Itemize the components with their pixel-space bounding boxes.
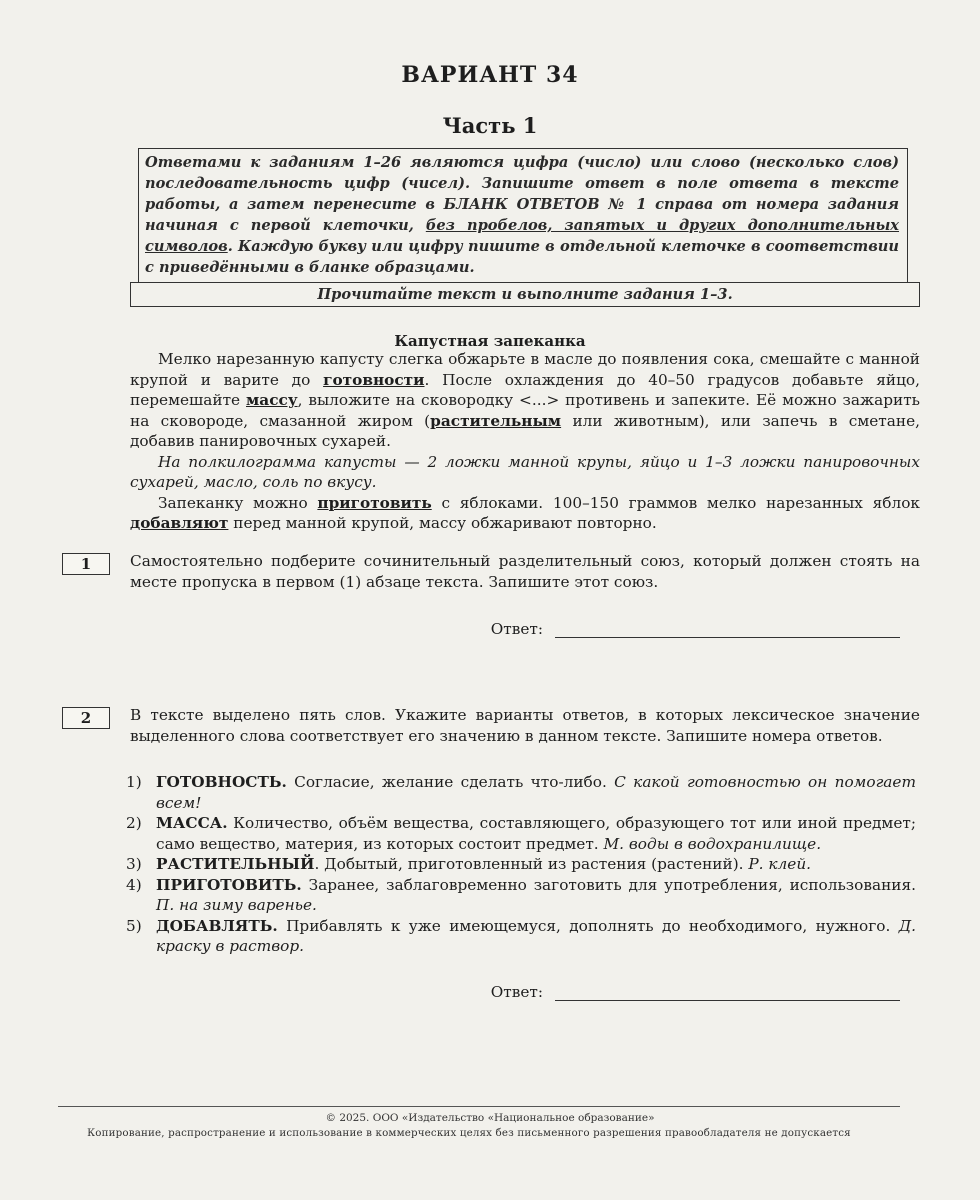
- option-word: ПРИГОТОВИТЬ.: [156, 875, 302, 894]
- task-1-answer-label: Ответ:: [490, 620, 543, 638]
- option-example: Р. клей.: [748, 855, 812, 873]
- paragraph-2: На полкилограмма капусты — 2 ложки манной крупы, яйцо и 1–3 ложки панировочных сухарей, масло, соль по вкусу.: [130, 452, 920, 491]
- option-example: Д. краску в раствор.: [156, 916, 916, 955]
- task-2-number: 2: [62, 707, 110, 729]
- task-2-answer-field[interactable]: [555, 983, 900, 1001]
- highlighted-word-prepare: приготовить: [317, 493, 432, 512]
- task-1-answer-field[interactable]: [555, 620, 900, 638]
- option-number: 1): [126, 773, 142, 791]
- highlighted-word-readiness: готовности: [323, 370, 425, 389]
- option-word: ДОБАВЛЯТЬ.: [156, 916, 278, 935]
- p3-text: Запеканку можно: [158, 493, 318, 512]
- p3-text: перед манной крупой, массу обжаривают повторно.: [228, 514, 657, 532]
- option-word: ГОТОВНОСТЬ.: [156, 773, 287, 791]
- p1-text: Мелко нарезанную капусту слегка обжарьте в масле до появления сока, смешайте с манной крупой и варите до: [130, 350, 920, 389]
- task-2-answer-label: Ответ:: [490, 983, 543, 1001]
- text-title: Капустная запеканка: [394, 332, 586, 350]
- instructions-text-2: . Каждую букву или цифру пишите в отдельной клеточке в соответствии с приведёнными в бланке образцами.: [145, 238, 899, 276]
- read-prompt-box: Прочитайте текст и выполните задания 1–3.: [130, 282, 920, 307]
- task-1-text: Самостоятельно подберите сочинительный разделительный союз, который должен стоять на месте пропуска в первом (1) абзаце текста. Запишите этот союз.: [130, 552, 920, 591]
- option-definition: Согласие, желание сделать что-либо.: [286, 773, 615, 791]
- footer-divider: [58, 1106, 900, 1107]
- option-3: [126, 854, 916, 875]
- option-word: МАССА.: [156, 814, 228, 832]
- p1-text: , выложите на сковородку <...> противень и запеките. Её можно зажарить на сковороде, смазанной жиром (: [130, 391, 920, 430]
- paragraph-1: [130, 349, 920, 452]
- variant-title: ВАРИАНТ 34: [401, 62, 579, 88]
- instructions-underlined: без пробелов, запятых и других дополнительных символов: [145, 217, 900, 255]
- option-example: М. воды в водохранилище.: [603, 834, 822, 853]
- option-example: С какой готовностью он помогает всем!: [156, 773, 916, 812]
- option-number: 3): [126, 855, 142, 873]
- footer-copyright: © 2025. ООО «Издательство «Национальное образование»: [325, 1112, 655, 1124]
- option-4: [126, 875, 916, 916]
- task-2-text: В тексте выделено пять слов. Укажите варианты ответов, в которых лексическое значение выделенного слова соответствует его значению в данном тексте. Запишите номера ответов.: [130, 706, 920, 745]
- option-5: [126, 916, 916, 957]
- footer-notice: Копирование, распространение и использование в коммерческих целях без письменного разрешения правообладателя не допускается: [87, 1127, 851, 1139]
- option-example: П. на зиму варенье.: [156, 896, 317, 914]
- task-2-options: [126, 772, 916, 957]
- part-title: Часть 1: [442, 113, 538, 138]
- p1-text: . После охлаждения до 40–50 градусов добавьте яйцо, перемешайте: [130, 370, 920, 409]
- highlighted-word-mass: массу: [246, 391, 298, 409]
- option-definition: Количество, объём вещества, составляющего, образующего тот или иной предмет; само вещество, материя, из которых состоит предмет.: [156, 814, 916, 853]
- task-1-answer-row: [491, 620, 900, 638]
- instructions-text-1: Ответами к заданиям 1–26 являются цифра (число) или слово (несколько слов) последовательность цифр (чисел). Запишите ответ в поле ответа в тексте работы, а затем перенесите в БЛАНК ОТВЕТОВ № 1 справа от номера задания начиная с первой клеточки,: [145, 154, 899, 234]
- option-definition: Заранее, заблаговременно заготовить для употребления, использования.: [301, 875, 916, 894]
- reading-text: [130, 349, 920, 534]
- p3-text: с яблоками. 100–150 граммов мелко нарезанных яблок: [431, 493, 920, 512]
- highlighted-word-add: добавляют: [130, 514, 229, 532]
- highlighted-word-vegetable: растительным: [430, 411, 562, 430]
- instructions-box: [138, 148, 908, 283]
- option-number: 4): [126, 875, 142, 894]
- option-2: [126, 813, 916, 854]
- option-number: 5): [126, 916, 142, 935]
- p1-text: или животным), или запечь в сметане, добавив панировочных сухарей.: [130, 411, 920, 450]
- option-word: РАСТИТЕЛЬНЫЙ: [156, 855, 315, 873]
- option-number: 2): [126, 814, 142, 832]
- option-definition: . Добытый, приготовленный из растения (растений).: [314, 855, 749, 873]
- task-1-number: 1: [62, 553, 110, 575]
- option-definition: Прибавлять к уже имеющемуся, дополнять до необходимого, нужного.: [277, 916, 899, 935]
- option-1: [126, 772, 916, 813]
- paragraph-3: [130, 493, 920, 534]
- task-2-answer-row: [491, 983, 900, 1001]
